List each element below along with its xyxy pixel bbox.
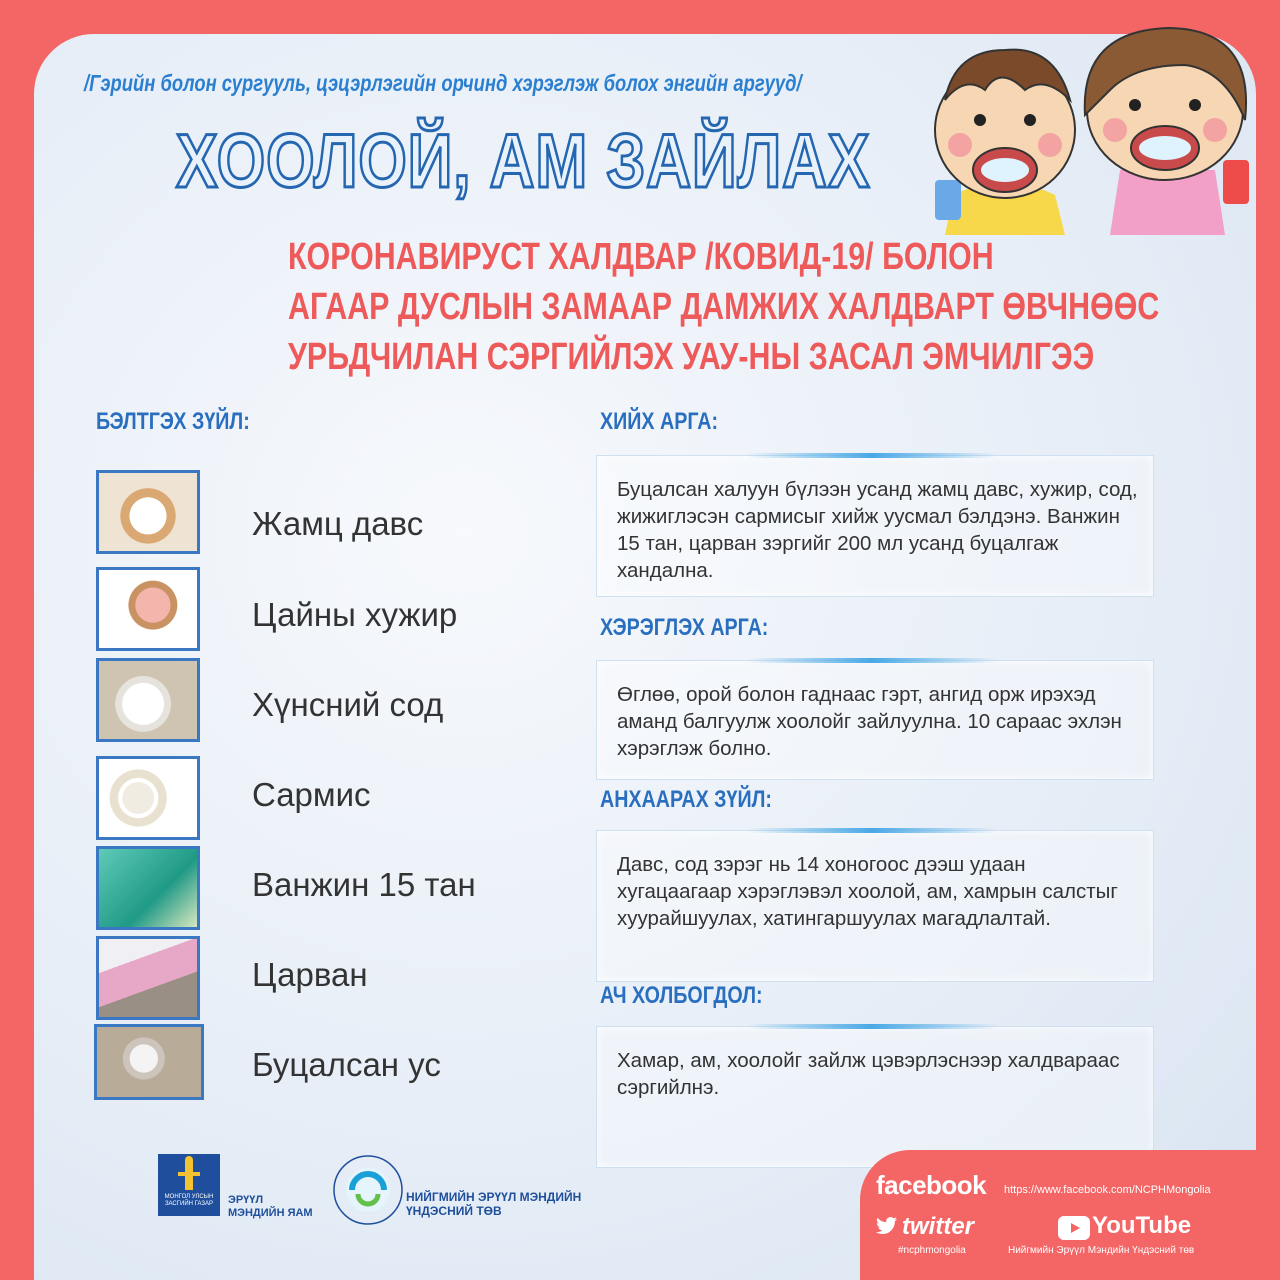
boiled-water-image <box>94 1024 204 1100</box>
ingredient-label: Царван <box>252 956 368 993</box>
method-text: Буцалсан халуун бүлээн усанд жамц давс, хужир, сод, жижиглэсэн сармисыг хийж уусмал бэлдэнэ. Ванжин 15 тан, царван зэргийг 200 мл усанд буцалгаж хандална. <box>617 478 1138 582</box>
ingredient-label: Ванжин 15 тан <box>252 866 476 903</box>
facebook-url[interactable]: https://www.facebook.com/NCPHMongolia <box>1004 1184 1211 1196</box>
twitter-tag[interactable]: #ncphmongolia <box>898 1245 966 1256</box>
kids-gargling-illustration <box>905 20 1265 235</box>
importance-title: АЧ ХОЛБОГДОЛ: <box>600 982 763 1009</box>
caution-title: АНХААРАХ ЗҮЙЛ: <box>600 786 772 813</box>
headline <box>200 232 1160 382</box>
pink-salt-image <box>96 567 200 651</box>
girl-illustration <box>1085 28 1249 235</box>
facebook-logo[interactable]: facebook <box>876 1170 987 1200</box>
ingredient-label: Жамц давс <box>252 505 424 542</box>
ncph-name-line2: ҮНДЭСНИЙ ТӨВ <box>406 1204 502 1218</box>
salt-bowl-image <box>96 470 200 554</box>
subtitle: /Гэрийн болон сургууль, цэцэрлэгийн орчинд хэрэглэж болох энгийн аргууд/ <box>84 70 802 96</box>
youtube-logo[interactable]: YouTube <box>1092 1212 1192 1239</box>
ministry-logo <box>158 1154 220 1216</box>
ncph-name-line1: НИЙГМИЙН ЭРҮҮЛ МЭНДИЙН <box>406 1190 582 1204</box>
headline-line: УРЬДЧИЛАН СЭРГИЙЛЭХ УАУ-НЫ ЗАСАЛ ЭМЧИЛГЭЭ <box>288 336 1095 378</box>
ingredient-label: Цайны хужир <box>252 596 458 633</box>
caution-box <box>596 830 1154 982</box>
method-box <box>596 455 1154 597</box>
ingredient-label: Буцалсан ус <box>252 1046 441 1083</box>
importance-box <box>596 1026 1154 1168</box>
page-title: ХООЛОЙ, АМ ЗАЙЛАХ <box>176 119 871 204</box>
garlic-image <box>96 756 200 840</box>
headline-line: АГААР ДУСЛЫН ЗАМААР ДАМЖИХ ХАЛДВАРТ ӨВЧНӨӨС <box>288 286 1160 328</box>
twitter-bird-icon <box>876 1216 898 1236</box>
tsarvan-pack-image <box>96 936 200 1020</box>
ministry-name-line2: МЭНДИЙН ЯАМ <box>228 1207 313 1219</box>
caution-text: Давс, сод зэрэг нь 14 хоногоос дээш удаан хугацаагаар хэрэглэвэл хоолой, ам, хамрын салстыг хуурайшуулах, хатингаршуулах магадлалтай. <box>617 853 1118 930</box>
headline-line: КОРОНАВИРУСТ ХАЛДВАР /КОВИД-19/ БОЛОН <box>288 236 994 278</box>
baking-soda-image <box>96 658 200 742</box>
ministry-name-line1: ЭРҮҮЛ <box>228 1194 264 1206</box>
usage-box <box>596 660 1154 780</box>
soyombo-icon <box>158 1154 220 1198</box>
ingredients-title: БЭЛТГЭХ ЗҮЙЛ: <box>96 408 250 435</box>
ingredient-label: Сармис <box>252 776 371 813</box>
boy-illustration <box>935 50 1075 235</box>
ncph-logo <box>332 1154 404 1226</box>
twitter-logo[interactable]: twitter <box>902 1213 974 1240</box>
herbal-box-image <box>96 846 200 930</box>
importance-text: Хамар, ам, хоолойг зайлж цэвэрлэснээр халдвараас сэргийлнэ. <box>617 1049 1120 1099</box>
ministry-small-text: МОНГОЛ УЛСЫН ЗАСГИЙН ГАЗАР <box>164 1194 214 1207</box>
ingredient-label: Хүнсний сод <box>252 686 444 723</box>
usage-title: ХЭРЭГЛЭХ АРГА: <box>600 614 769 641</box>
usage-text: Өглөө, орой болон гаднаас гэрт, ангид орж ирэхэд аманд балгуулж хоолойг зайлуулна. 10 сараас эхлэн хэрэглэж болно. <box>617 683 1122 760</box>
youtube-subtitle: Нийгмийн Эрүүл Мэндийн Үндэсний төв <box>1008 1245 1195 1256</box>
youtube-play-icon <box>1058 1216 1090 1240</box>
method-title: ХИЙХ АРГА: <box>600 408 719 435</box>
